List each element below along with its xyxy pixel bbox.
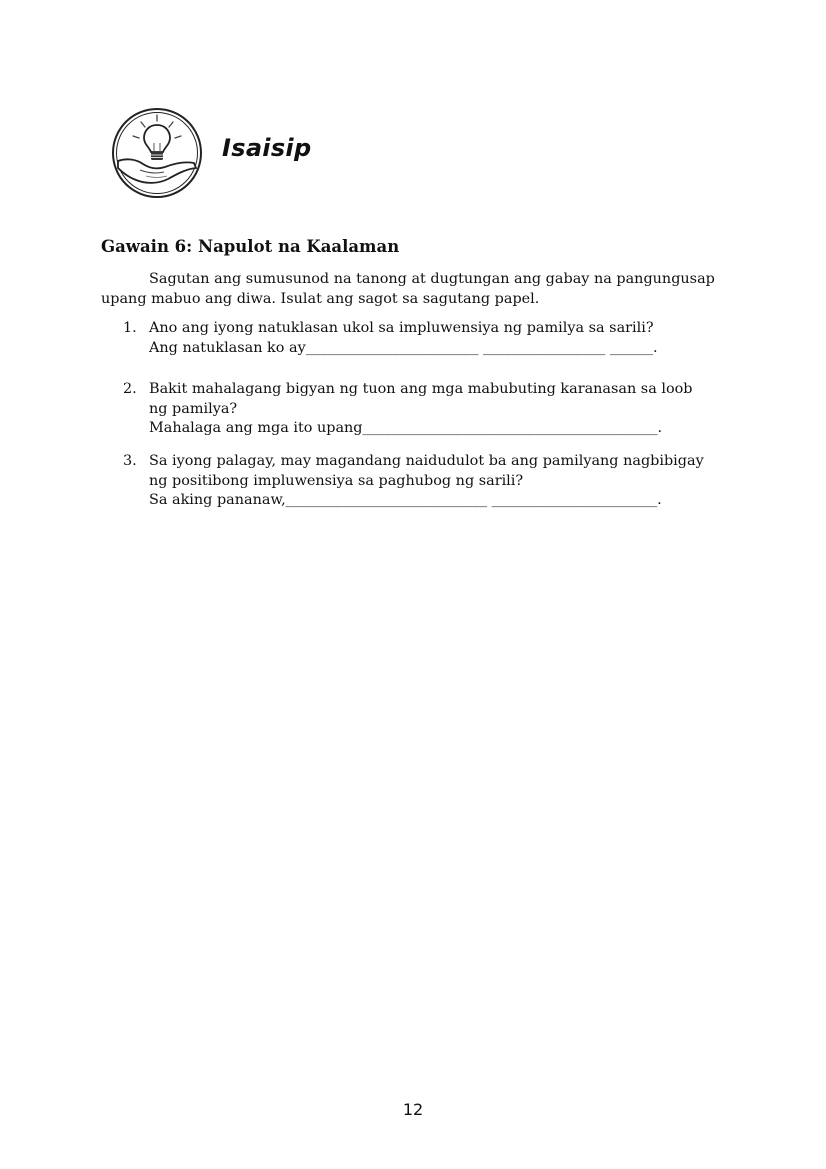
page-number: 12 — [402, 1100, 424, 1119]
question-text: ng pamilya? — [149, 400, 238, 417]
answer-prompt[interactable]: Ang natuklasan ko ay________________________ _________________ ______. — [149, 339, 658, 356]
question-number: 3. — [123, 453, 137, 469]
activity-title: Gawain 6: Napulot na Kaalaman — [101, 237, 400, 256]
question-text: Sa iyong palagay, may magandang naidudulot ba ang pamilyang nagbibigay — [149, 453, 704, 469]
activity-instructions: Sagutan ang sumusunod na tanong at dugtungan ang gabay na pangungusap upang mabuo ang diwa. Isulat ang sagot sa sagutang papel. — [101, 271, 715, 307]
question-text: Bakit mahalagang bigyan ng tuon ang mga mabubuting karanasan sa loob — [149, 381, 693, 397]
question-number: 1. — [123, 320, 137, 336]
question-text: Ano ang iyong natuklasan ukol sa impluwensiya ng pamilya sa sarili? — [149, 320, 654, 336]
answer-prompt[interactable]: Sa aking pananaw,____________________________ _______________________. — [149, 492, 662, 508]
answer-prompt[interactable]: Mahalaga ang mga ito upang_________________________________________. — [149, 420, 663, 436]
question-text: ng positibong impluwensiya sa paghubog ng sarili? — [149, 472, 524, 489]
section-title: Isaisip — [222, 134, 312, 162]
lightbulb-in-hand-icon — [110, 106, 204, 200]
question-number: 2. — [123, 381, 137, 397]
